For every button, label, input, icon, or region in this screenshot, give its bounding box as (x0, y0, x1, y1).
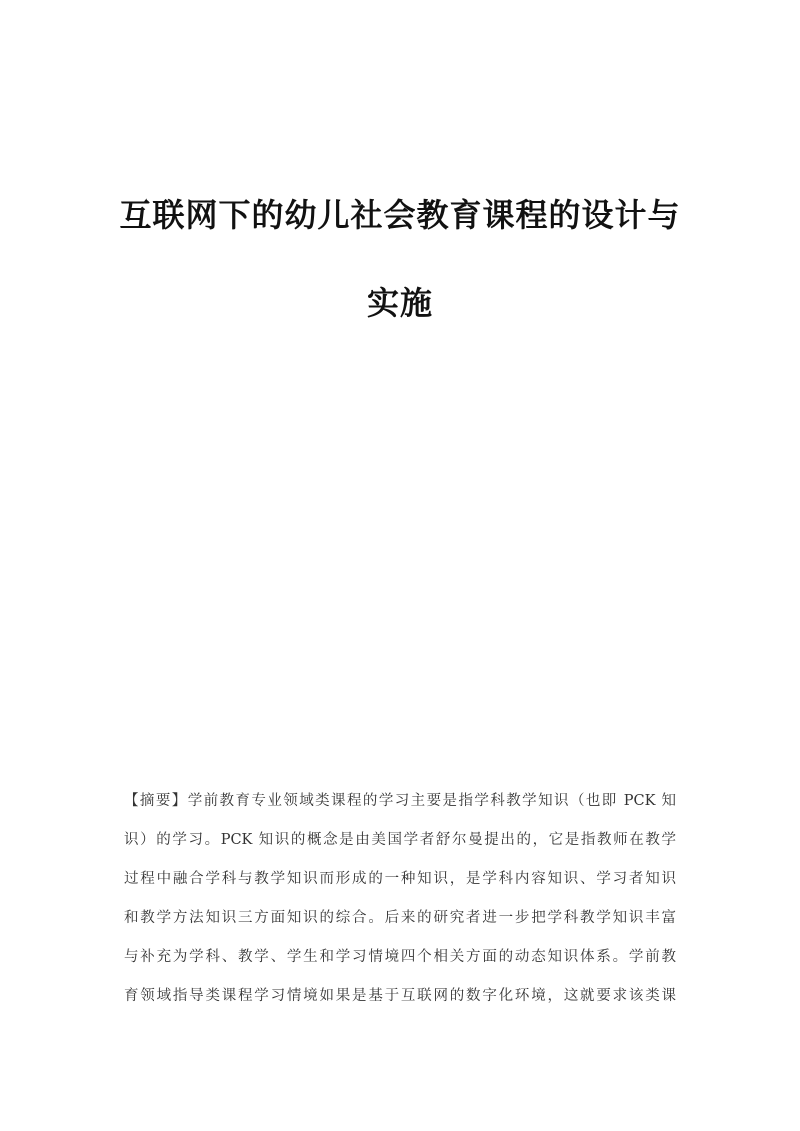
abstract-line: 识）的学习。PCK 知识的概念是由美国学者舒尔曼提出的，它是指教师在教学 (124, 832, 676, 848)
document-title-line-1: 互联网下的幼儿社会教育课程的设计与 (119, 196, 681, 234)
abstract-line: 与补充为学科、教学、学生和学习情境四个相关方面的动态知识体系。学前教 (124, 949, 676, 965)
abstract-line: 育领域指导类课程学习情境如果是基于互联网的数字化环境，这就要求该类课 (124, 988, 676, 1004)
abstract-paragraph (124, 782, 676, 1016)
abstract-line: 【摘要】学前教育专业领域类课程的学习主要是指学科教学知识（也即 PCK 知 (124, 793, 676, 809)
abstract-line: 和教学方法知识三方面知识的综合。后来的研究者进一步把学科教学知识丰富 (124, 910, 676, 926)
document-title-line-2: 实施 (366, 284, 433, 322)
abstract-line: 过程中融合学科与教学知识而形成的一种知识，是学科内容知识、学习者知识 (124, 871, 676, 887)
